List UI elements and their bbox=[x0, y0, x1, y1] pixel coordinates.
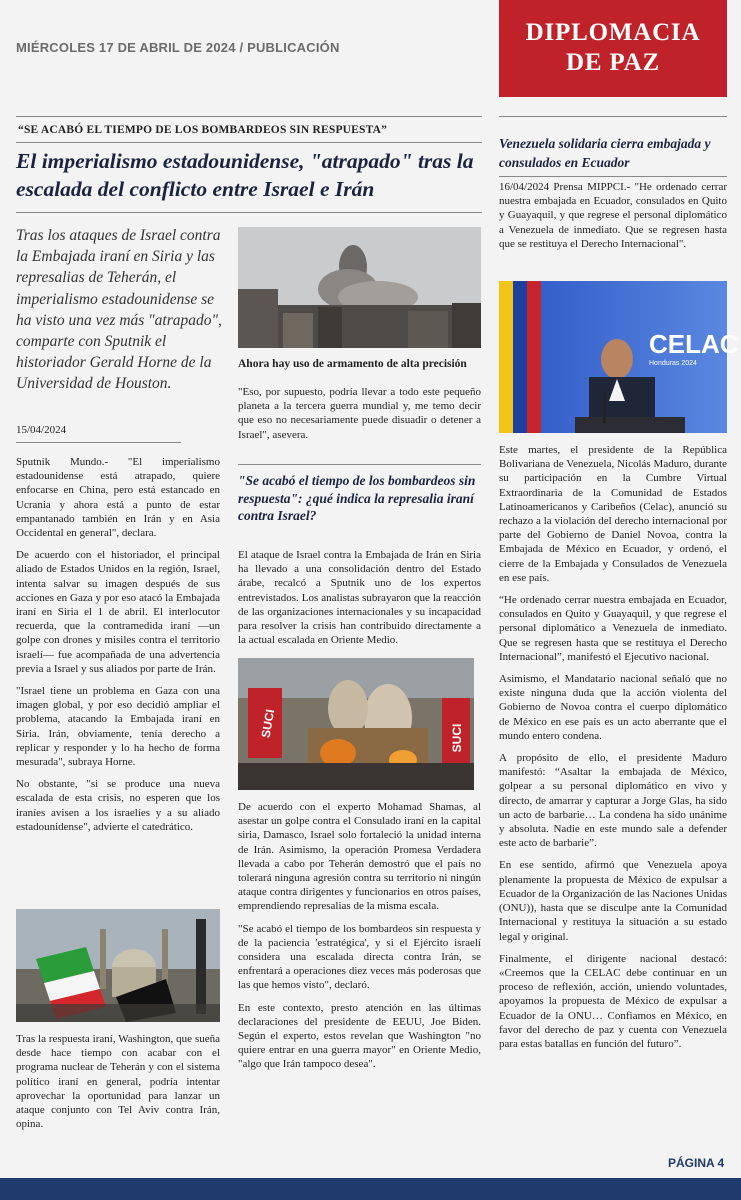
paragraph: "Eso, por supuesto, podría llevar a todo este pequeño planeta a la tercera guerra mundial y, me temo decir que eso no necesariamente puede disuadir o detener a Israel", asevera. bbox=[238, 386, 481, 441]
divider bbox=[238, 464, 481, 465]
paragraph: Tras la respuesta iraní, Washington, que sueña desde hace tiempo con acabar con el programa nuclear de Teherán y con el sistema político iraní en general, podría intentar aprovechar la oportunidad para lanzar un ataque conjunto con Tel Aviv contra Irán, opina. bbox=[16, 1033, 220, 1131]
paragraph: "Se acabó el tiempo de los bombardeos sin respuesta y de la paciencia 'estratégica', y si el Ejército israelí considera una escalada directa contra Irán, se enfrentará a operaciones diez veces más poderosas que las que hemos visto", declaró. bbox=[238, 922, 481, 992]
divider bbox=[16, 212, 482, 213]
paragraph: De acuerdo con el experto Mohamad Shamas, al asestar un golpe contra el Consulado iraní en la capital siria, Damasco, Israel solo fortaleció la unidad interna de Irán. Asimismo, la operación Promesa Verdadera llevada a cabo por Teherán demostró que el país no tolerará ninguna agresión contra su territorio ni ningún ataque contra dirigentes y funcionarios en otros países, emprendiendo represalias de la misma escala. bbox=[238, 801, 481, 913]
divider bbox=[16, 116, 482, 117]
paragraph: "Israel tiene un problema en Gaza con una imagen global, y por eso decidió ampliar el problema, atacando la Embajada iraní en Siria. Irán, obviamente, tenía derecho a replicar y responder y lo ha hecho de forma mesurada", subraya Horne. bbox=[16, 685, 220, 769]
paragraph: 16/04/2024 Prensa MIPPCI.- "He ordenado cerrar nuestra embajada en Ecuador, consulados en Quito y Guayaquil, y que regrese el personal diplomático a Venezuela de inmediato. Que se regresen hasta que se restituya el Derecho Internacional". bbox=[499, 181, 727, 250]
side-body bbox=[499, 443, 727, 1059]
masthead-line-1: DIPLOMACIA bbox=[525, 19, 701, 46]
flag-photo bbox=[16, 909, 220, 1022]
paragraph: Finalmente, el dirigente nacional destacó: «Creemos que la CELAC debe continuar en un proceso de reflexión, acción, uniendo voluntades, apoyamos la propuesta de México de expulsar a Ecuador de la ONU… Confiamos en México, en favor del derecho de paz y cuenta con Venezuela para estas batallas en función del futuro”. bbox=[499, 952, 727, 1050]
photo-caption: Ahora hay uso de armamento de alta precisión bbox=[238, 358, 467, 370]
divider bbox=[499, 116, 727, 117]
paragraph: “He ordenado cerrar nuestra embajada en Ecuador, consulados en Quito y Guayaquil, y que regrese el personal diplomático a Venezuela de inmediato. Que se regresen hasta que se restituya el Derecho Internacional”, manifestó el Ejecutivo nacional. bbox=[499, 594, 727, 663]
article-lead: Tras los ataques de Israel contra la Embajada iraní en Siria y las represalias de Teherán, el imperialismo estadounidense se ha visto una vez más "atrapado", comparte con Sputnik el historiador Gerald Horne de la Universidad de Houston. bbox=[16, 227, 222, 393]
column-2-quote bbox=[238, 385, 481, 450]
paragraph: Sputnik Mundo.- "El imperialismo estadounidense está atrapado, quiere enfocarse en China, pero está estancado en Ucrania y ahora está a punto de estar empantanado también en Irán y en Asia Occidental en general", declara. bbox=[16, 456, 220, 540]
paragraph: El ataque de Israel contra la Embajada de Irán en Siria ha llevado a una consolidación dentro del Estado árabe, recalcó a Sputnik uno de los expertos entrevistados. Los analistas subrayaron que la reacción de las organizaciones internacionales y su incapacidad para resolver la crisis han contribuido directamente a la actual escalada en Oriente Medio. bbox=[238, 549, 481, 647]
article-kicker: “SE ACABÓ EL TIEMPO DE LOS BOMBARDEOS SIN RESPUESTA” bbox=[18, 124, 388, 136]
article-headline: El imperialismo estadounidense, "atrapado" tras la escalada del conflicto entre Israel e Irán bbox=[16, 149, 474, 201]
column-2 bbox=[238, 548, 481, 655]
protest-sign-left: SUCI bbox=[258, 708, 278, 739]
paragraph: De acuerdo con el historiador, el principal aliado de Estados Unidos en la región, Israel, intenta salvar su imagen después de sus acciones en Gaza y por eso atacó la Embajada iraní en Siria el 1 de abril. El interlocutor recuerda, que la contramedida iraní —un golpe con drones y misiles contra el territorio israelí— fue acompañada de una advertencia previa a Israel y sus aliados por parte de Irán. bbox=[16, 549, 220, 675]
column-2-bottom bbox=[238, 800, 481, 1080]
side-intro bbox=[499, 180, 727, 259]
article-subhead: "Se acabó el tiempo de los bombardeos sin respuesta": ¿qué indica la represalia iraní contra Israel? bbox=[238, 473, 476, 523]
divider bbox=[499, 176, 727, 177]
photo-banner-text: CELAC bbox=[649, 329, 739, 359]
smoke-photo bbox=[238, 227, 481, 348]
protest-sign-right: SUCI bbox=[450, 723, 464, 753]
paragraph: A propósito de ello, el presidente Maduro manifestó: “Asaltar la embajada de México, golpear a su personal diplomático en vivo y directo, de amarrar y capturar a Jorge Glas, ha sido un acto de barbarie… La condena ha sido unánime y absoluta. Nadie en este mundo sale a defender este acto de barbarie”. bbox=[499, 752, 727, 850]
paragraph: Este martes, el presidente de la República Bolivariana de Venezuela, Nicolás Maduro, durante su participación en la Cumbre Virtual Extraordinaria de la Comunidad de Estados Latinoamericanos y Caribeños (Celac), anunció su rechazo a la violación del derecho internacional por parte del Gobierno de Daniel Novoa, contra la Embajada de México en Ecuador, y ordenó, el cierre de la Embajada y Consulados de Venezuela en ese país. bbox=[499, 444, 727, 584]
date-line: MIÉRCOLES 17 DE ABRIL DE 2024 / PUBLICACIÓN bbox=[16, 40, 340, 55]
photo-banner-sub: Honduras 2024 bbox=[649, 360, 697, 367]
column-1 bbox=[16, 455, 220, 842]
maduro-photo bbox=[499, 281, 739, 433]
footer-bar bbox=[0, 1178, 741, 1200]
column-1-bottom bbox=[16, 1032, 220, 1139]
article-date: 15/04/2024 bbox=[16, 424, 67, 436]
divider bbox=[16, 442, 181, 443]
page-number: PÁGINA 4 bbox=[668, 1156, 725, 1170]
divider bbox=[16, 142, 482, 143]
side-headline: Venezuela solidaria cierra embajada y consulados en Ecuador bbox=[499, 136, 711, 170]
paragraph: En este contexto, presto atención en las últimas declaraciones del presidente de EEUU, Joe Biden. Según el experto, estos revelan que Washington "no quiere entrar en una guerra mayor" en Oriente Medio, "algo que Irán tampoco desea". bbox=[238, 1001, 481, 1071]
masthead-line-2: DE PAZ bbox=[566, 49, 660, 76]
paragraph: Asimismo, el Mandatario nacional señaló que no existe ninguna duda que la acción violenta del Gobierno de Novoa contra el cuerpo diplomático de México en ese país es un acto aberrante que el mundo entero condena. bbox=[499, 673, 727, 742]
paragraph: En ese sentido, afirmó que Venezuela apoya plenamente la propuesta de México de expulsar a Ecuador de la Organización de las Naciones Unidas (ONU)), hasta que se disculpe ante la Comunidad Internacional y restituya la situación a su estado legal y original. bbox=[499, 859, 727, 943]
masthead bbox=[499, 0, 727, 97]
protest-photo bbox=[238, 658, 474, 790]
paragraph: No obstante, "si se produce una nueva escalada de esta crisis, no esperen que los iraníes avisen a los israelíes y a su aliado estadounidense", advierte el catedrático. bbox=[16, 778, 220, 833]
